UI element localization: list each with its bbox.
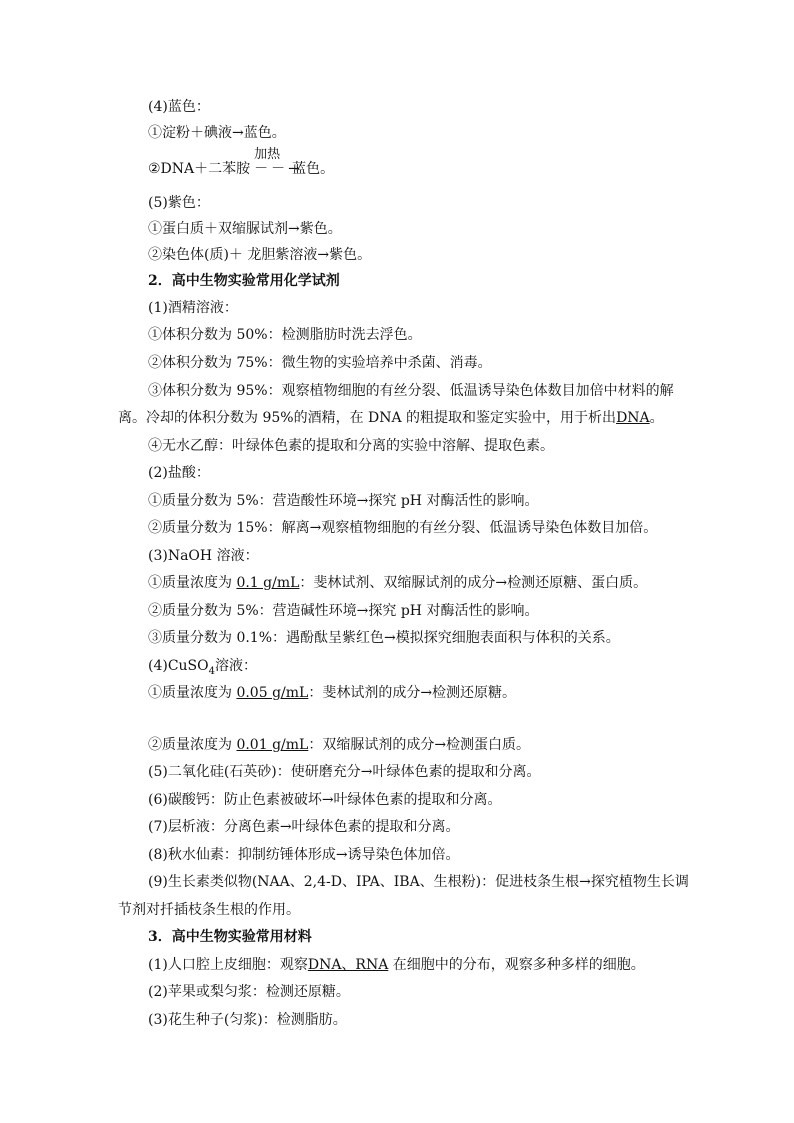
- hcl-title: (2)盐酸：: [148, 465, 210, 481]
- heading-common-materials: 3．高中生物实验常用材料: [148, 929, 312, 945]
- naoh-item-2: ②质量分数为 5%：营造碱性环境→探究 pH 对酶活性的影响。: [148, 603, 539, 619]
- cuso4-item-2-underlined: 0.01 g/mL: [236, 737, 309, 753]
- cuso4-item-1: [148, 684, 516, 702]
- purple-item-2: ②染色体(质)＋ 龙胆紫溶液→紫色。: [148, 247, 372, 263]
- blue-item-1: ①淀粉＋碘液→蓝色。: [148, 125, 286, 141]
- cuso4-title-a: (4)CuSO: [148, 658, 209, 674]
- purple-item-1: ①蛋白质＋双缩脲试剂→紫色。: [148, 221, 342, 237]
- naoh-item-1: [148, 574, 647, 592]
- cuso4-item-2-text-a: ②质量浓度为: [148, 737, 232, 753]
- cuso4-item-1-text-a: ①质量浓度为: [148, 685, 232, 701]
- reagent-item-6: (6)碳酸钙：防止色素被破坏→叶绿体色素的提取和分离。: [148, 792, 502, 808]
- blue-item-2-text-a: ②DNA＋二苯胺: [148, 161, 251, 177]
- naoh-item-1-text-a: ①质量浓度为: [148, 575, 232, 591]
- heading-chemical-reagents: 2．高中生物实验常用化学试剂: [148, 273, 340, 289]
- alcohol-item-3-line-2: [118, 409, 664, 427]
- alcohol-item-3-underlined: DNA: [616, 410, 650, 426]
- reagent-item-9-line-2: 节剂对扦插枝条生根的作用。: [118, 902, 300, 918]
- material-item-1-text-a: (1)人口腔上皮细胞：观察: [148, 957, 308, 973]
- naoh-item-3: ③质量分数为 0.1%：遇酚酞呈紫红色→模拟探究细胞表面积与体积的关系。: [148, 630, 620, 646]
- alcohol-item-1: ①体积分数为 50%：检测脂肪时洗去浮色。: [148, 327, 422, 343]
- material-item-2: (2)苹果或梨匀浆：检测还原糖。: [148, 984, 350, 1000]
- alcohol-item-3-line-1: ③体积分数为 95%：观察植物细胞的有丝分裂、低温诱导染色体数目加倍中材料的解: [148, 383, 674, 399]
- alcohol-item-3-end: 。: [649, 410, 664, 426]
- blue-item-2-text-b: 蓝色。: [292, 161, 335, 177]
- material-item-1: [148, 956, 645, 974]
- heating-arrow: [254, 147, 303, 178]
- cuso4-item-1-text-b: ：斐林试剂的成分→检测还原糖。: [308, 685, 517, 701]
- material-item-1-text-b: 在细胞中的分布，观察多种多样的细胞。: [392, 957, 645, 973]
- cuso4-title: [148, 657, 257, 681]
- alcohol-title: (1)酒精溶液：: [148, 300, 238, 316]
- material-item-3: (3)花生种子(匀浆)：检测脂肪。: [148, 1012, 347, 1028]
- reagent-item-5: (5)二氧化硅(石英砂)：使研磨充分→叶绿体色素的提取和分离。: [148, 764, 541, 780]
- section-blue-title: (4)蓝色：: [148, 99, 210, 115]
- reagent-item-7: (7)层析液：分离色素→叶绿体色素的提取和分离。: [148, 819, 460, 835]
- cuso4-item-2-text-b: ：双缩脲试剂的成分→检测蛋白质。: [308, 737, 531, 753]
- blue-item-2: [148, 147, 335, 178]
- hcl-item-1: ①质量分数为 5%：营造酸性环境→探究 pH 对酶活性的影响。: [148, 493, 539, 509]
- cuso4-subscript: 4: [208, 665, 216, 677]
- cuso4-title-b: 溶液：: [215, 658, 258, 674]
- naoh-item-1-text-b: ：斐林试剂、双缩脲试剂的成分→检测还原糖、蛋白质。: [299, 575, 648, 591]
- reagent-item-8: (8)秋水仙素：抑制纺锤体形成→诱导染色体加倍。: [148, 847, 460, 863]
- alcohol-item-4: ④无水乙醇：叶绿体色素的提取和分离的实验中溶解、提取色素。: [148, 438, 554, 454]
- cuso4-item-2: [148, 736, 530, 754]
- hcl-item-2: ②质量分数为 15%：解离→观察植物细胞的有丝分裂、低温诱导染色体数目加倍。: [148, 520, 658, 536]
- arrow-icon: －－→: [254, 161, 303, 177]
- reagent-item-9-line-1: (9)生长素类似物(NAA、2,4-D、IPA、IBA、生根粉)：促进枝条生根→探究植物生长调: [148, 874, 689, 890]
- cuso4-item-1-underlined: 0.05 g/mL: [236, 685, 309, 701]
- alcohol-item-3-text: 离。冷却的体积分数为 95%的酒精，在 DNA 的粗提取和鉴定实验中，用于析出: [118, 410, 617, 426]
- section-purple-title: (5)紫色：: [148, 195, 210, 211]
- alcohol-item-2: ②体积分数为 75%：微生物的实验培养中杀菌、消毒。: [148, 355, 492, 371]
- naoh-title: (3)NaOH 溶液：: [148, 548, 259, 564]
- material-item-1-underlined: DNA、RNA: [307, 957, 389, 973]
- naoh-item-1-underlined: 0.1 g/mL: [236, 575, 300, 591]
- heating-label: 加热: [254, 147, 281, 162]
